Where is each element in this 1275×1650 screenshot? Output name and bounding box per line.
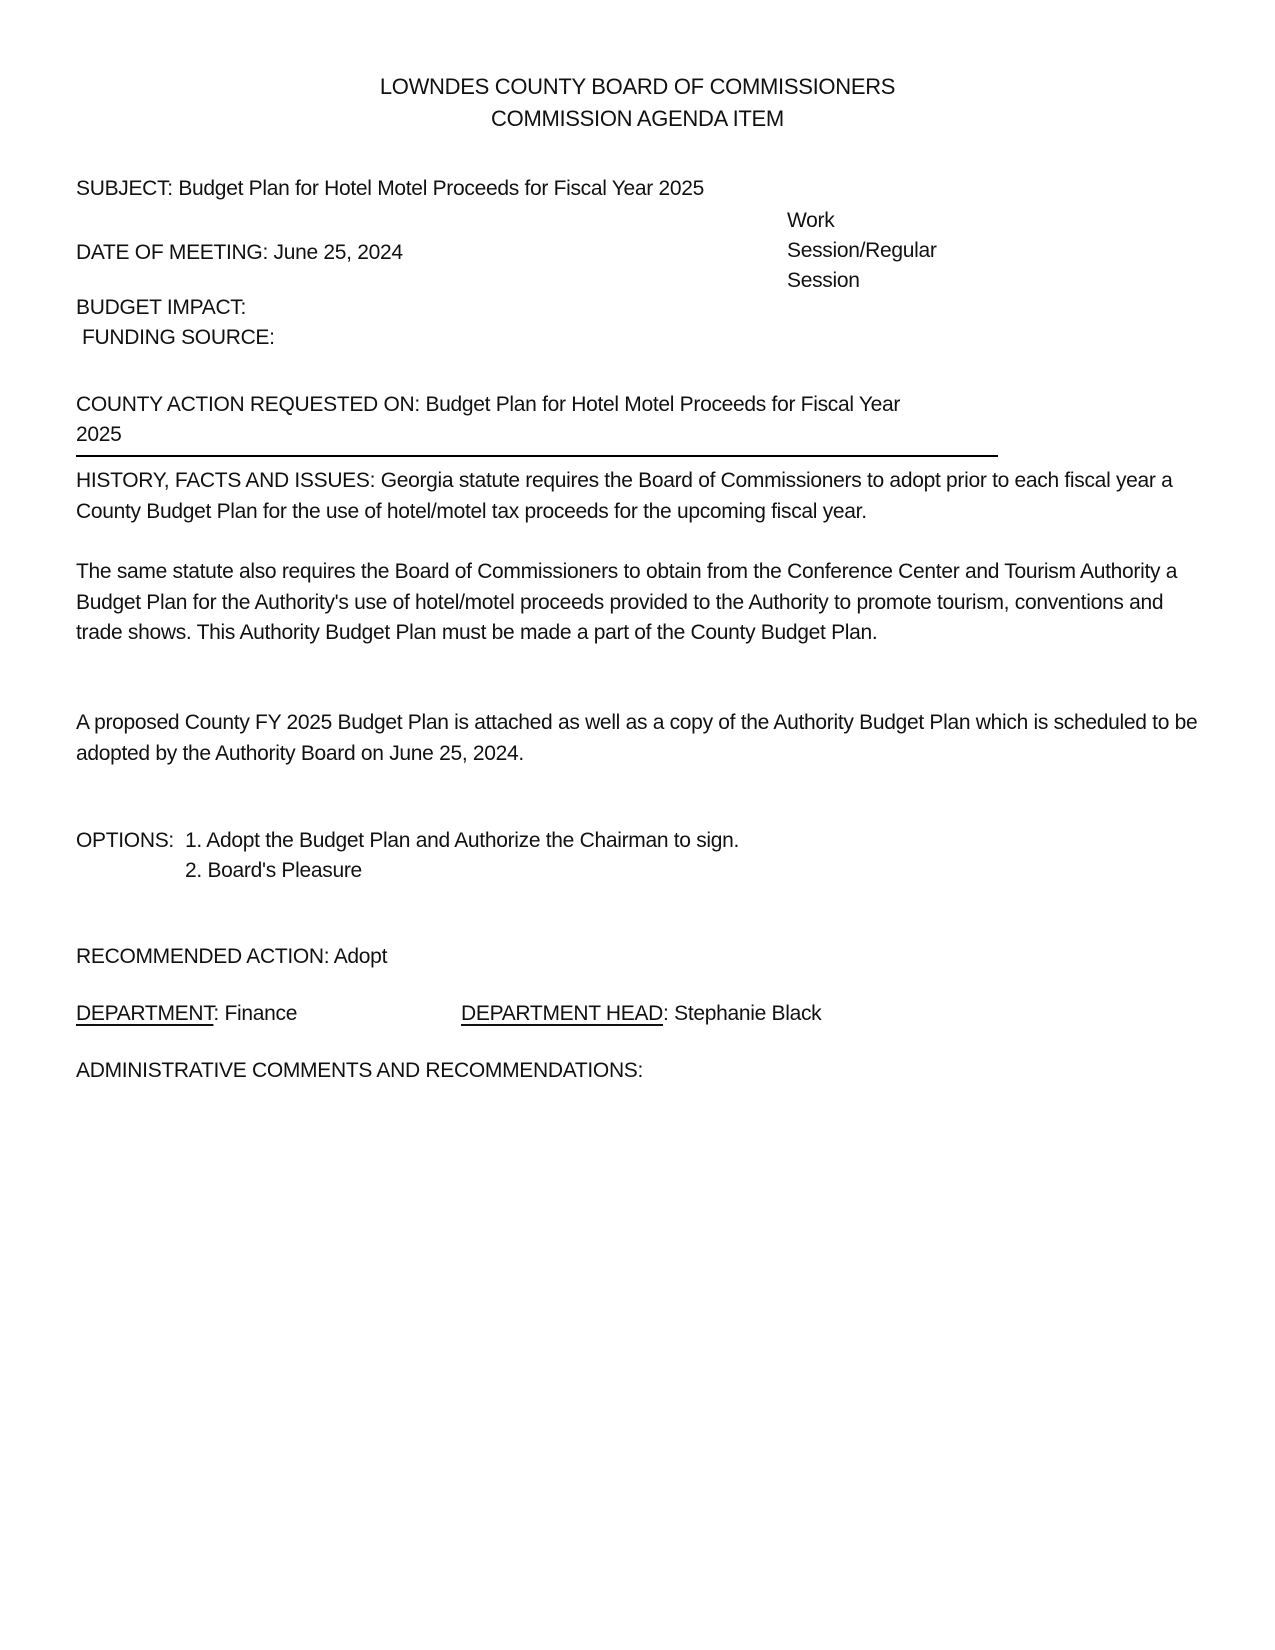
meeting-date-label: DATE OF MEETING:: [76, 241, 268, 264]
action-requested-field: [76, 390, 900, 420]
action-requested-value-cont: 2025: [76, 423, 122, 446]
department-head-label: DEPARTMENT HEAD: [461, 1002, 664, 1025]
option-item: 1. Adopt the Budget Plan and Authorize the Chairman to sign.: [185, 829, 740, 852]
department-value: : Finance: [213, 1002, 298, 1025]
action-requested-label: COUNTY ACTION REQUESTED ON:: [76, 393, 420, 416]
budget-impact-label: BUDGET IMPACT:: [76, 296, 247, 319]
history-label: HISTORY, FACTS AND ISSUES:: [76, 469, 376, 492]
subject-field: [76, 174, 704, 204]
meeting-date-field: [76, 238, 403, 268]
options-label: OPTIONS:: [76, 829, 174, 852]
funding-source-label: FUNDING SOURCE:: [82, 326, 275, 349]
subject-value: Budget Plan for Hotel Motel Proceeds for Fiscal Year 2025: [178, 177, 705, 200]
action-requested-value: Budget Plan for Hotel Motel Proceeds for Fiscal Year: [425, 393, 901, 416]
recommended-action-field: [76, 942, 387, 972]
history-paragraph: The same statute also requires the Board of Commissioners to obtain from the Conference Center and Tourism Authority a Budget Plan for the Authority's use of hotel/motel proceeds provided to the Authority to promote tourism, conventions and trade shows. This Authority Budget Plan must be made a part of the County Budget Plan.: [76, 560, 1178, 644]
recommended-action-value: Adopt: [333, 945, 388, 968]
meeting-date-value: June 25, 2024: [273, 241, 403, 264]
option-item: 2. Board's Pleasure: [185, 859, 362, 882]
department-head-field: [461, 999, 821, 1029]
admin-comments-label: ADMINISTRATIVE COMMENTS AND RECOMMENDATIONS:: [76, 1059, 644, 1082]
header-title: LOWNDES COUNTY BOARD OF COMMISSIONERS: [379, 74, 896, 99]
session-line: Session/Regular: [787, 239, 937, 262]
department-head-value: : Stephanie Black: [663, 1002, 822, 1025]
history-paragraph: A proposed County FY 2025 Budget Plan is attached as well as a copy of the Authority Budget Plan which is scheduled to be adopted by the Authority Board on June 25, 2024.: [76, 711, 1198, 765]
recommended-action-label: RECOMMENDED ACTION:: [76, 945, 330, 968]
history-paragraph: [76, 466, 1206, 527]
session-line: Session: [787, 269, 860, 292]
history-text: Georgia statute requires the Board of Commissioners to adopt prior to each fiscal year a County Budget Plan for the use of hotel/motel tax proceeds for the upcoming fiscal year.: [76, 469, 1173, 523]
session-line: Work: [787, 209, 835, 232]
department-label: DEPARTMENT: [76, 1002, 214, 1025]
section-divider: [76, 455, 998, 457]
subject-label: SUBJECT:: [76, 177, 173, 200]
department-field: [76, 999, 297, 1029]
header-subtitle: COMMISSION AGENDA ITEM: [491, 106, 784, 131]
